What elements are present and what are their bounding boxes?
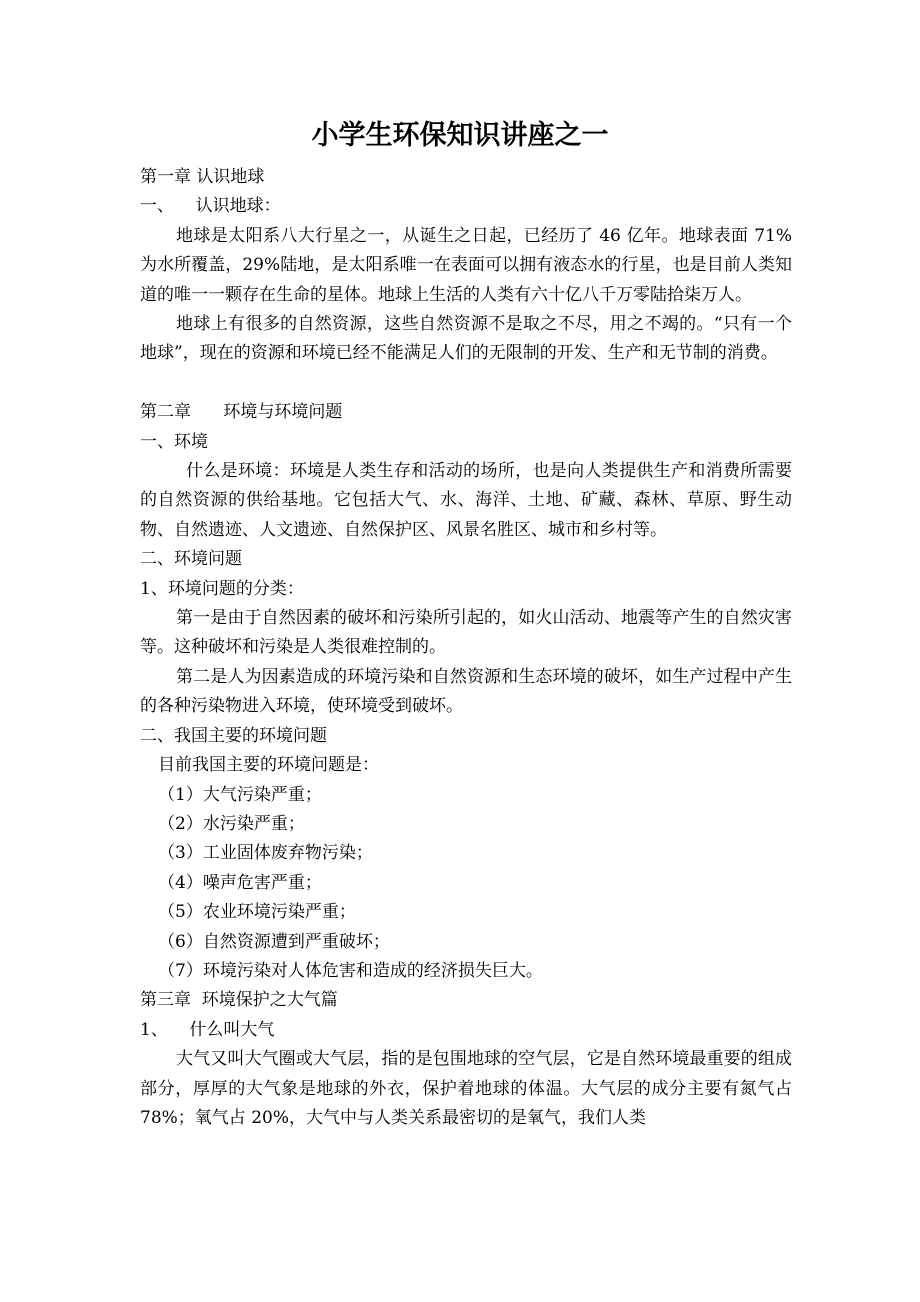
paragraph: 地球上有很多的自然资源，这些自然资源不是取之不尽，用之不竭的。“只有一个地球”，现在的资源和环境已经不能满足人们的无限制的开发、生产和无节制的消费。 [140,314,792,364]
list-item: （2）水污染严重； [158,813,305,834]
list-item: （4）噪声危害严重； [158,872,322,893]
blank-line [140,369,792,398]
page-title: 小学生环保知识讲座之一 [311,120,609,151]
section-heading: 1、 什么叫大气 [140,1019,275,1040]
list-item: （1）大气污染严重； [158,784,322,805]
chapter-heading: 第一章 认识地球 [140,167,265,187]
subsection-heading: 1、环境问题的分类： [140,578,304,599]
paragraph: 第一是由于自然因素的破坏和污染所引起的，如火山活动、地震等产生的自然灾害等。这种破坏和污染是人类很难控制的。 [140,608,792,658]
section-heading: 一、 认识地球： [140,196,281,217]
document-body [140,163,792,1133]
list-item: （5）农业环境污染严重； [158,902,356,923]
list-item: （6）自然资源遭到严重破坏； [158,931,390,952]
list-item: （3）工业固体废弃物污染； [158,843,373,864]
chapter-heading: 第二章 环境与环境问题 [140,402,343,423]
list-item: （7）环境污染对人体危害和造成的经济损失巨大。 [158,960,543,981]
chapter-heading: 第三章 环境保护之大气篇 [140,990,338,1011]
section-heading: 二、环境问题 [140,549,242,570]
paragraph: 什么是环境：环境是人类生存和活动的场所，也是向人类提供生产和消费所需要的自然资源的供给基地。它包括大气、水、海洋、土地、矿藏、森林、草原、野生动物、自然遗迹、人文遗迹、自然保护区、风景名胜区、城市和乡村等。 [140,461,792,540]
paragraph: 第二是人为因素造成的环境污染和自然资源和生态环境的破坏，如生产过程中产生的各种污染物进入环境，使环境受到破坏。 [140,666,792,717]
section-heading: 一、环境 [140,431,208,452]
paragraph: 目前我国主要的环境问题是： [158,755,379,776]
paragraph: 地球是太阳系八大行星之一，从诞生之日起，已经历了 46 亿年。地球表面 71%为水所覆盖，29%陆地，是太阳系唯一在表面可以拥有液态水的行星，也是目前人类知道的唯一一颗存在生命的星体。地球上生活的人类有六十亿八千万零陆拾柒万人。 [140,225,792,305]
paragraph: 大气又叫大气圈或大气层，指的是包围地球的空气层，它是自然环境最重要的组成部分，厚厚的大气象是地球的外衣，保护着地球的体温。大气层的成分主要有氮气占 78%；氧气占 20%，大气中与人类关系最密切的是氧气，我们人类 [140,1049,792,1128]
section-heading: 二、我国主要的环境问题 [140,725,327,746]
